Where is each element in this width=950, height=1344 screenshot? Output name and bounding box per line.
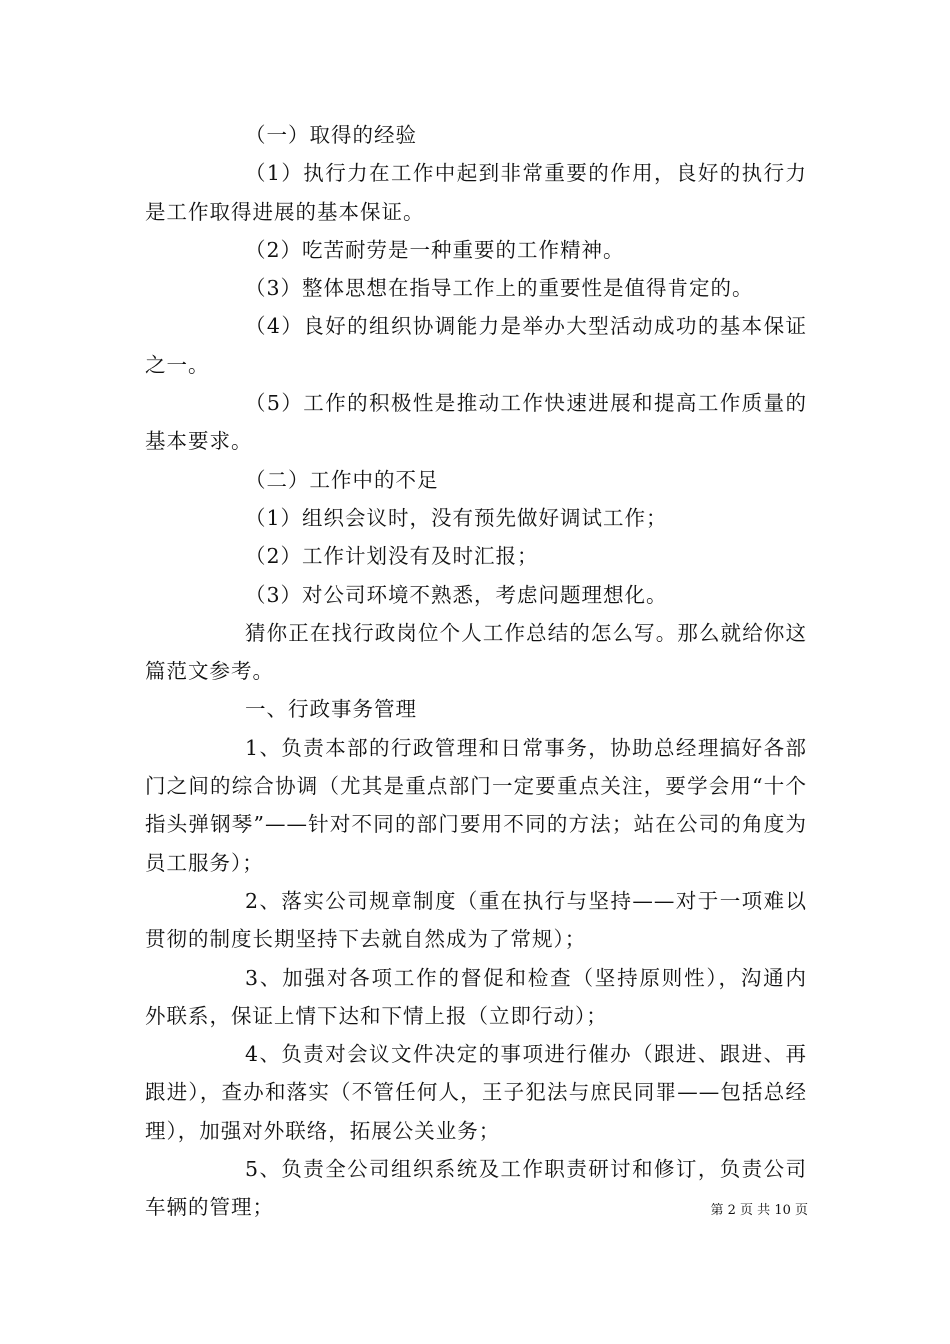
paragraph-duty-5: 5、负责全公司组织系统及工作职责研讨和修订，负责公司车辆的管理； — [145, 1157, 807, 1220]
paragraph-shortcoming-1: （1）组织会议时，没有预先做好调试工作； — [245, 505, 668, 530]
paragraph-shortcomings-heading: （二）工作中的不足 — [245, 467, 439, 492]
paragraph-experience-heading: （一）取得的经验 — [245, 123, 417, 147]
paragraph-duty-3: 3、加强对各项工作的督促和检查（坚持原则性），沟通内外联系，保证上情下达和下情上报（立即行动）； — [145, 965, 807, 1028]
paragraph-duty-4: 4、负责对会议文件决定的事项进行催办（跟进、跟进、再跟进），查办和落实（不管任何人，王子犯法与庶民同罪——包括总经理），加强对外联络，拓展公关业务； — [145, 1042, 807, 1143]
paragraph-admin-heading: 一、行政事务管理 — [245, 697, 417, 722]
paragraph-experience-4: （4）良好的组织协调能力是举办大型活动成功的基本保证之一。 — [145, 314, 807, 377]
paragraph-shortcoming-2: （2）工作计划没有及时汇报； — [245, 544, 539, 569]
paragraph-duty-2: 2、落实公司规章制度（重在执行与坚持——对于一项难以贯彻的制度长期坚持下去就自然成为了常规）； — [145, 888, 807, 952]
paragraph-intro: 猜你正在找行政岗位个人工作总结的怎么写。那么就给你这篇范文参考。 — [145, 620, 807, 684]
paragraph-duty-1: 1、负责本部的行政管理和日常事务，协助总经理搞好各部门之间的综合协调（尤其是重点部门一定要重点关注，要学会用“十个指头弹钢琴”——针对不同的部门要用不同的方法；站在公司的角度为员工服务）； — [145, 735, 807, 875]
paragraph-experience-3: （3）整体思想在指导工作上的重要性是值得肯定的。 — [245, 276, 754, 301]
paragraph-experience-5: （5）工作的积极性是推动工作快速进展和提高工作质量的基本要求。 — [145, 391, 807, 454]
paragraph-experience-1: （1）执行力在工作中起到非常重要的作用，良好的执行力是工作取得进展的基本保证。 — [145, 161, 807, 224]
paragraph-experience-2: （2）吃苦耐劳是一种重要的工作精神。 — [245, 237, 625, 262]
paragraph-shortcoming-3: （3）对公司环境不熟悉，考虑问题理想化。 — [245, 582, 668, 607]
document-body — [145, 116, 807, 1227]
page-number-footer: 第 2 页 共 10 页 — [710, 1203, 808, 1218]
